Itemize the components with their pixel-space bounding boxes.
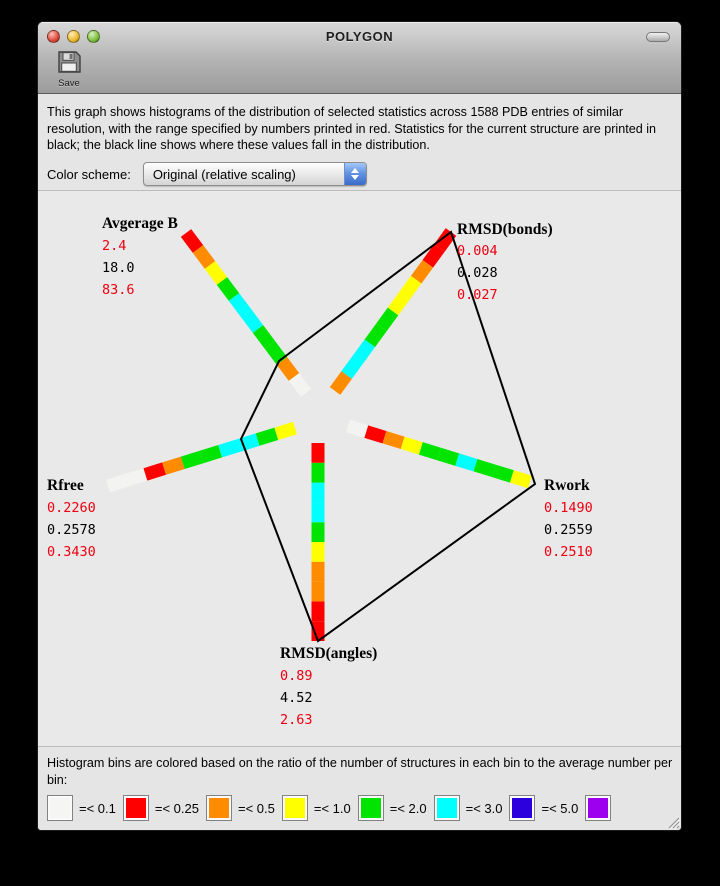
histogram-bin: [258, 329, 270, 345]
color-scheme-label: Color scheme:: [47, 166, 131, 182]
axis-stat-value: 18.0: [102, 260, 135, 276]
histogram-bin: [222, 281, 234, 297]
histogram-bin: [202, 451, 221, 457]
histogram-bin: [335, 375, 347, 391]
legend-swatch: [282, 795, 308, 821]
histogram-bin: [384, 437, 402, 443]
axis-stat-value: 0.89: [280, 668, 313, 684]
legend-bin-label: =< 1.0: [313, 800, 351, 816]
legend-item: [358, 795, 434, 821]
resize-grip[interactable]: [666, 815, 680, 829]
legend-bin-label: =< 2.0: [389, 800, 427, 816]
histogram-bin: [457, 460, 475, 466]
toolbar-toggle-pill[interactable]: [646, 32, 670, 42]
histogram-bin: [282, 361, 294, 377]
histogram-bin: [370, 327, 382, 343]
legend-item: [47, 795, 123, 821]
legend-swatch: [585, 795, 611, 821]
window-chrome: [38, 22, 681, 94]
axis-title: RMSD(angles): [280, 645, 378, 662]
axis-stat-value: 0.1490: [544, 500, 593, 516]
legend-item: [585, 795, 611, 821]
histogram-bin: [416, 264, 428, 280]
histogram-bin: [164, 463, 183, 469]
legend-item: [282, 795, 358, 821]
axis-stat-value: 0.027: [457, 287, 498, 303]
axis-stat-value: 2.63: [280, 712, 313, 728]
save-button-label: Save: [58, 78, 80, 89]
save-button[interactable]: [47, 51, 91, 89]
legend-bin-label: =< 0.25: [154, 800, 199, 816]
histogram-bin: [475, 465, 493, 471]
legend-panel: [38, 747, 681, 831]
histogram-bin: [403, 443, 421, 449]
color-scheme-row: [47, 162, 671, 186]
histogram-bin: [108, 480, 127, 486]
legend-item: [123, 795, 206, 821]
legend-description: Histogram bins are colored based on the ratio of the number of structures in each bin to the average number per bin:: [47, 756, 673, 787]
legend-item: [206, 795, 282, 821]
legend-swatch: [123, 795, 149, 821]
legend-item: [509, 795, 585, 821]
color-scheme-selected-value: Original (relative scaling): [152, 166, 296, 182]
histogram-bin: [421, 448, 439, 454]
histogram-bin: [186, 233, 198, 249]
axis-stat-value: 0.2510: [544, 544, 593, 560]
histogram-bin: [127, 474, 146, 480]
histogram-bin: [294, 377, 306, 393]
histogram-bin: [393, 296, 405, 312]
titlebar[interactable]: [38, 22, 681, 51]
histogram-bin: [258, 434, 277, 440]
axis-stat-value: 83.6: [102, 282, 135, 298]
description-panel: [38, 94, 681, 191]
histogram-bin: [348, 426, 366, 432]
axis-stat-value: 0.2578: [47, 522, 96, 538]
polygon-window: [37, 21, 682, 831]
axis-title: RMSD(bonds): [457, 221, 553, 238]
axis-stat-value: 0.004: [457, 243, 498, 259]
histogram-bin: [494, 471, 512, 477]
color-scheme-popup[interactable]: [143, 162, 367, 186]
legend-swatch: [47, 795, 73, 821]
popup-stepper-icon: [344, 163, 366, 185]
axis-stat-value: 0.028: [457, 265, 498, 281]
histogram-bin: [347, 359, 359, 375]
legend-swatch: [509, 795, 535, 821]
histogram-bin: [276, 428, 295, 434]
axis-title: Rwork: [544, 477, 590, 494]
axis-stat-value: 0.2260: [47, 500, 96, 516]
histogram-bin: [246, 313, 258, 329]
legend-item: [434, 795, 510, 821]
axis-stat-value: 4.52: [280, 690, 313, 706]
histogram-bin: [512, 476, 530, 482]
histogram-bin: [381, 312, 393, 328]
legend-bin-label: =< 5.0: [541, 800, 579, 816]
histogram-bin: [234, 297, 246, 313]
histogram-bin: [358, 343, 370, 359]
axis-title: Rfree: [47, 477, 84, 494]
save-icon: [57, 60, 81, 77]
histogram-bin: [220, 445, 239, 451]
description-text: This graph shows histograms of the distribution of selected statistics across 1588 PDB entries of similar resolution, with the range specified by numbers printed in red. Statistics for the current structure are printed in black; the black line shows where these values fall in the distribution.: [47, 105, 657, 153]
polygon-plot-area: [38, 191, 681, 747]
axis-stat-value: 0.2559: [544, 522, 593, 538]
axis-title: Avgerage B: [102, 215, 178, 232]
histogram-bin: [428, 248, 440, 264]
histogram-bin: [439, 454, 457, 460]
legend-swatch: [434, 795, 460, 821]
legend-swatch: [358, 795, 384, 821]
histogram-bin: [405, 280, 417, 296]
polygon-chart-canvas: [38, 191, 681, 746]
legend-row: [47, 795, 671, 821]
legend-bin-label: =< 0.5: [237, 800, 275, 816]
legend-swatch: [206, 795, 232, 821]
histogram-bin: [366, 432, 384, 438]
histogram-bin: [198, 249, 210, 265]
toolbar: [38, 51, 681, 93]
histogram-bin: [270, 345, 282, 361]
histogram-bin: [183, 457, 202, 463]
axis-stat-value: 0.3430: [47, 544, 96, 560]
histogram-bin: [210, 265, 222, 281]
legend-bin-label: =< 0.1: [79, 800, 116, 816]
axis-stat-value: 2.4: [102, 238, 127, 254]
window-title: POLYGON: [325, 29, 394, 44]
legend-bin-label: =< 3.0: [465, 800, 503, 816]
histogram-bin: [145, 469, 164, 475]
